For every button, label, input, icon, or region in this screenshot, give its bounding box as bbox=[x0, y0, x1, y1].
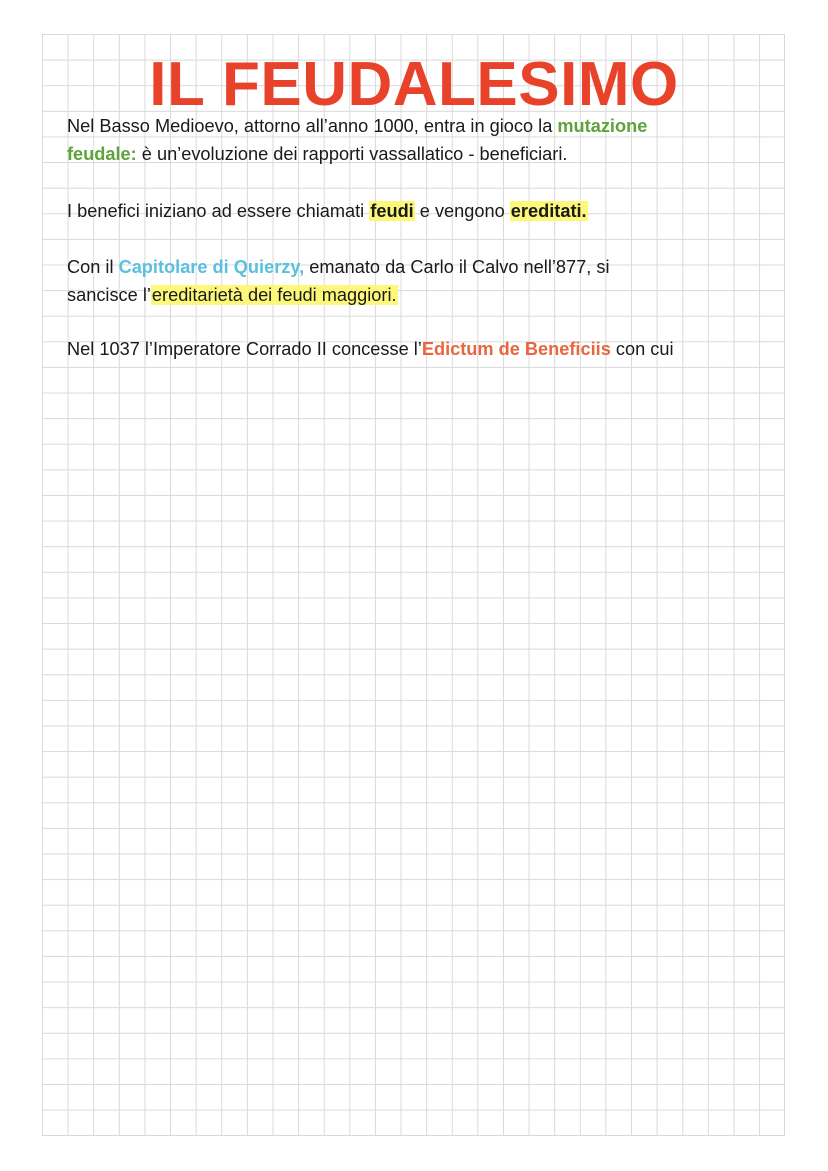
paragraph-edictum bbox=[67, 335, 674, 363]
text-span: Con il bbox=[67, 257, 119, 277]
key-term-edictum-de-beneficiis: Edictum de Beneficiis bbox=[421, 339, 611, 359]
page-title: IL FEUDALESIMO bbox=[149, 50, 679, 119]
highlighted-phrase-ereditarieta: ereditarietà dei feudi maggiori. bbox=[151, 285, 397, 305]
paragraph-line bbox=[67, 140, 647, 168]
text-span: Nel 1037 l’Imperatore Corrado II concesse l’ bbox=[67, 339, 422, 359]
text-span: sancisce l’ bbox=[67, 285, 151, 305]
paragraph-line bbox=[67, 253, 610, 281]
text-span: Nel Basso Medioevo, attorno all’anno 1000, entra in gioco la bbox=[67, 116, 558, 136]
highlighted-term-feudi: feudi bbox=[370, 201, 414, 221]
text-span: emanato da Carlo il Calvo nell’877, si bbox=[304, 257, 610, 277]
paragraph-capitolare-quierzy bbox=[67, 253, 610, 309]
text-span: I benefici iniziano ad essere chiamati bbox=[67, 201, 370, 221]
key-term-mutazione: mutazione bbox=[557, 116, 648, 136]
paragraph-mutazione-feudale bbox=[67, 112, 647, 168]
paragraph-line bbox=[67, 112, 647, 140]
key-term-capitolare-quierzy: Capitolare di Quierzy, bbox=[118, 257, 305, 277]
paragraph-benefici bbox=[67, 197, 588, 225]
key-term-feudale: feudale: bbox=[67, 144, 137, 164]
text-span: e vengono bbox=[414, 201, 510, 221]
paragraph-line bbox=[67, 281, 610, 309]
highlighted-term-ereditati: ereditati. bbox=[510, 201, 587, 221]
text-span: con cui bbox=[610, 339, 674, 359]
text-span: è un’evoluzione dei rapporti vassallatico - beneficiari. bbox=[136, 144, 568, 164]
